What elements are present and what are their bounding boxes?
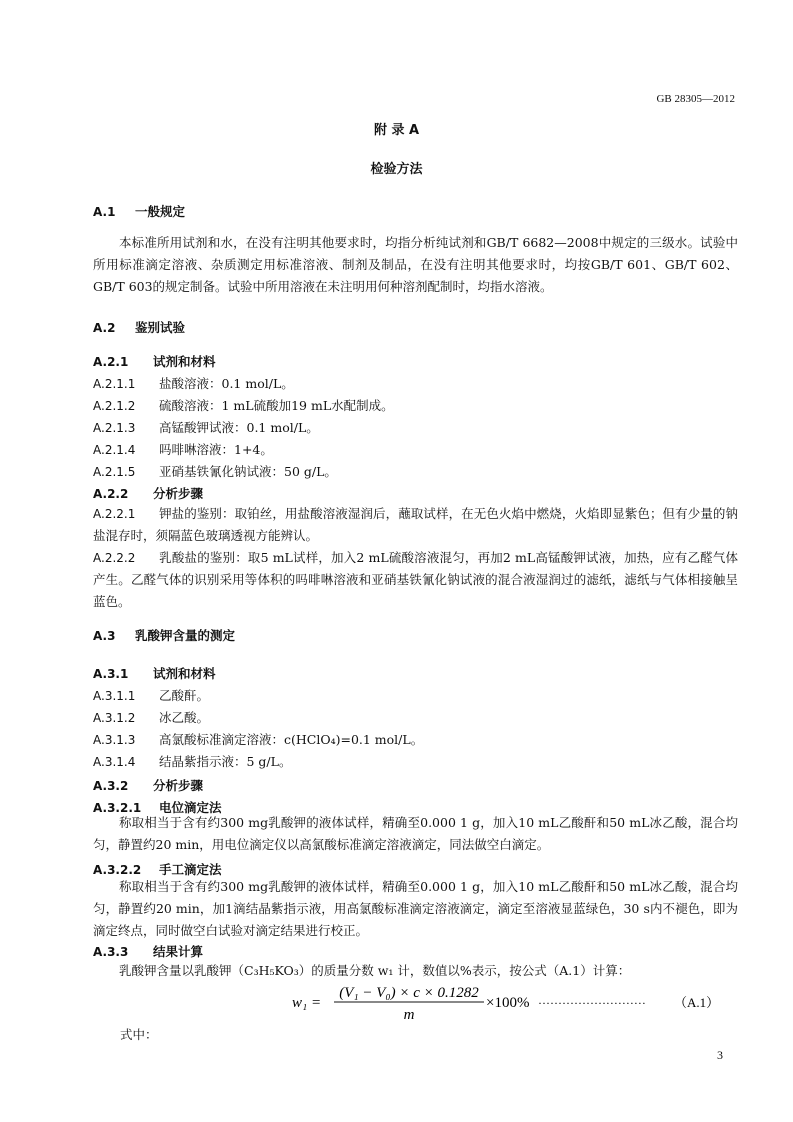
- list-item: A.3.1.1 乙酸酐。: [93, 688, 210, 703]
- formula-a1: [286, 981, 746, 1021]
- list-item: A.2.1.4 吗啡啉溶液：1+4。: [93, 442, 273, 457]
- section-a32-heading: A.3.2 分析步骤: [93, 778, 204, 793]
- section-a3-heading: A.3 乳酸钾含量的测定: [93, 628, 236, 643]
- where-label: 式中：: [120, 1027, 158, 1042]
- formula-label: （A.1）: [674, 995, 720, 1010]
- section-a222-paragraph: A.2.2.2 乳酸盐的鉴别：取5 mL试样，加入2 mL硫酸溶液混匀，再加2 mL高锰酸钾试液，加热，应有乙醛气体产生。乙醛气体的识别采用等体积的吗啡啉溶液和亚硝基铁氰化钠试液的混合液湿润过的滤纸，滤纸与气体相接触呈蓝色。: [93, 550, 738, 609]
- formula-dots: ···························: [538, 996, 646, 1010]
- list-item: A.3.1.4 结晶紫指示液：5 g/L。: [93, 754, 292, 769]
- section-a2-heading: A.2 鉴别试验: [93, 320, 186, 335]
- page-title: 检验方法: [370, 162, 423, 177]
- section-a322-heading: A.3.2.2 手工滴定法: [93, 862, 222, 877]
- section-a21-heading: A.2.1 试剂和材料: [93, 354, 216, 369]
- standard-number: GB 28305—2012: [656, 93, 735, 105]
- section-a321-paragraph: 称取相当于含有约300 mg乳酸钾的液体试样，精确至0.000 1 g，加入10 mL乙酸酐和50 mL冰乙酸，混合均匀，静置约20 min，用电位滴定仪以高氯酸标准滴定溶液滴定，同法做空白滴定。: [93, 815, 738, 852]
- section-a1-heading: A.1 一般规定: [93, 204, 186, 219]
- section-a31-heading: A.3.1 试剂和材料: [93, 666, 216, 681]
- section-a33-paragraph: 乳酸钾含量以乳酸钾（C₃H₅KO₃）的质量分数 w₁ 计，数值以%表示，按公式（A.1）计算：: [119, 963, 631, 978]
- section-a33-heading: A.3.3 结果计算: [93, 944, 204, 959]
- formula-tail: ×100%: [486, 995, 530, 1011]
- list-item: A.3.1.2 冰乙酸。: [93, 710, 210, 725]
- section-a221-paragraph: A.2.2.1 钾盐的鉴别：取铂丝，用盐酸溶液湿润后，蘸取试样，在无色火焰中燃烧，火焰即显紫色；但有少量的钠盐混存时，须隔蓝色玻璃透视方能辨认。: [93, 506, 738, 543]
- section-a321-heading: A.3.2.1 电位滴定法: [93, 800, 222, 815]
- section-a22-heading: A.2.2 分析步骤: [93, 486, 204, 501]
- formula-lhs: w₁ =: [292, 995, 322, 1011]
- formula-denominator: m: [403, 1007, 415, 1021]
- list-item: A.3.1.3 高氯酸标准滴定溶液：c(HClO₄)=0.1 mol/L。: [93, 732, 424, 747]
- list-item: A.2.1.1 盐酸溶液：0.1 mol/L。: [93, 376, 294, 391]
- section-a322-paragraph: 称取相当于含有约300 mg乳酸钾的液体试样，精确至0.000 1 g，加入10 mL乙酸酐和50 mL冰乙酸，混合均匀，静置约20 min，加1滴结晶紫指示液，用高氯酸标准滴定溶液滴定，滴定至溶液显蓝绿色，30 s内不褪色，即为滴定终点，同时做空白试验对滴定结果进行校正。: [93, 879, 738, 938]
- page-number: 3: [717, 1048, 723, 1062]
- list-item: A.2.1.2 硫酸溶液：1 mL硫酸加19 mL水配制成。: [93, 398, 394, 413]
- list-item: A.2.1.3 高锰酸钾试液：0.1 mol/L。: [93, 420, 319, 435]
- section-a1-paragraph: 本标准所用试剂和水，在没有注明其他要求时，均指分析纯试剂和GB/T 6682—2008中规定的三级水。试验中所用标准滴定溶液、杂质测定用标准溶液、制剂及制品，在没有注明其他要求时，均按GB/T 601、GB/T 602、GB/T 603的规定制备。试验中所用溶液在未注明用何种溶剂配制时，均指水溶液。: [93, 235, 738, 294]
- list-item: A.2.1.5 亚硝基铁氰化钠试液：50 g/L。: [93, 464, 337, 479]
- formula-numerator: (V₁ − V₀) × c × 0.1282: [339, 985, 479, 1001]
- appendix-label: 附 录 A: [373, 123, 420, 138]
